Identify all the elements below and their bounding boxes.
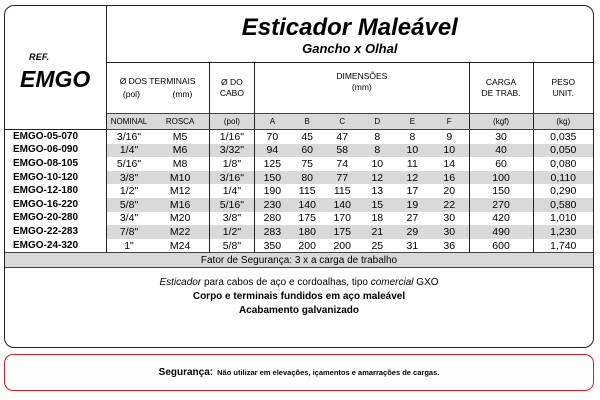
cell-cabo: 1/4": [209, 184, 254, 198]
description-text-a: para cabos de aço e cordoalhas, tipo: [203, 277, 368, 289]
cell-ref: EMGO-06-090: [5, 144, 106, 158]
cell-nominal: 3/4": [119, 212, 139, 225]
ref-header-cell: [5, 6, 106, 130]
cell-rosca: M5: [172, 130, 188, 143]
cell-f: 10: [430, 144, 469, 158]
page-title: Esticador Maleável: [241, 13, 458, 41]
header-cabo-line2: CABO: [219, 88, 244, 98]
description-line2: Corpo e terminais fundidos em aço maleável: [192, 291, 406, 303]
cell-rosca: M6: [151, 144, 209, 158]
cell-nominal: 1": [124, 239, 134, 252]
cell-a: 280: [255, 212, 290, 226]
cell-rosca: M8: [172, 157, 188, 170]
cell-ref: EMGO-10-120: [5, 171, 106, 185]
cell-a: 125: [255, 157, 290, 171]
cell-e: 10: [395, 144, 430, 158]
table-row: [5, 225, 593, 239]
header-terminals-label: Ø DOS TERMINAIS: [119, 76, 196, 86]
cell-carga: 100: [469, 171, 533, 185]
cell-rosca: M20: [169, 212, 191, 225]
table-row: [5, 239, 593, 253]
cell-cabo: 3/8": [209, 212, 254, 226]
safety-factor-row: [5, 253, 593, 268]
header-dimensions-unit: (mm): [351, 82, 372, 92]
cell-b: 45: [301, 130, 314, 143]
cell-a: 230: [255, 198, 290, 212]
cell-d: 18: [371, 212, 384, 225]
cell-c: 170: [333, 212, 351, 225]
cell-rosca: M22: [151, 225, 209, 239]
cell-carga: 420: [469, 212, 533, 226]
cell-ref: EMGO-08-105: [5, 157, 106, 171]
cell-ref: EMGO-16-220: [5, 198, 106, 212]
cell-cabo: 5/8": [209, 239, 254, 253]
cell-peso: 0,110: [533, 171, 593, 185]
safety-text: Não utilizar em elevações, içamentos e amarrações de cargas.: [217, 368, 440, 377]
cell-e: 8: [409, 130, 416, 143]
title-cell: [106, 6, 593, 63]
cell-c: 47: [336, 130, 349, 143]
cell-rosca: M24: [169, 239, 191, 252]
cell-cabo: 1/16": [209, 130, 254, 144]
unit-d: D: [360, 114, 395, 130]
safety-label: Segurança:: [158, 367, 214, 378]
cell-d: 8: [374, 130, 381, 143]
header-dimensions: [255, 63, 470, 114]
cell-d: 13: [371, 185, 384, 198]
unit-b: B: [290, 114, 325, 130]
cell-b: 75: [301, 157, 314, 170]
cell-nominal: 3/8": [106, 171, 151, 185]
cell-f: 14: [443, 157, 456, 170]
cell-ref: EMGO-12-180: [5, 184, 106, 198]
cell-d: 15: [360, 198, 395, 212]
cell-e: 29: [395, 225, 430, 239]
description-term: Esticador: [159, 277, 202, 289]
cell-a: 94: [255, 144, 290, 158]
cell-rosca: M16: [151, 198, 209, 212]
header-carga-line1: CARGA: [485, 77, 517, 87]
cell-carga: 150: [469, 184, 533, 198]
unit-rosca: ROSCA: [151, 114, 209, 130]
cell-c: 77: [325, 171, 360, 185]
cell-c: 58: [325, 144, 360, 158]
cell-carga: 270: [469, 198, 533, 212]
unit-c: C: [325, 114, 360, 130]
cell-carga: 60: [469, 157, 533, 171]
spec-card: [4, 5, 594, 348]
description-line1: [5, 276, 593, 290]
cell-e: 31: [406, 239, 419, 252]
cell-a: 350: [255, 239, 290, 253]
header-terminals-mm: (mm): [172, 89, 193, 99]
cell-d: 21: [360, 225, 395, 239]
cell-e: 17: [406, 185, 419, 198]
cell-c: 200: [333, 239, 351, 252]
cell-d: 8: [360, 144, 395, 158]
cell-f: 36: [443, 239, 456, 252]
cell-rosca: M10: [151, 171, 209, 185]
description-text-b: GXO: [416, 277, 439, 289]
data-rows: [5, 130, 593, 253]
cell-rosca: M12: [169, 185, 191, 198]
cell-cabo: 5/16": [209, 198, 254, 212]
header-peso-line1: PESO: [551, 77, 576, 87]
cell-a: 150: [255, 171, 290, 185]
cell-ref: EMGO-20-280: [5, 212, 106, 226]
table-row: [5, 171, 593, 185]
header-cabo: [209, 63, 254, 114]
description-line3: Acabamento galvanizado: [238, 305, 360, 317]
cell-b: 180: [290, 225, 325, 239]
header-peso: [533, 63, 593, 114]
cell-carga: 490: [469, 225, 533, 239]
table-row: [5, 198, 593, 212]
cell-e: 12: [395, 171, 430, 185]
header-terminals: [106, 63, 209, 114]
cell-b: 80: [290, 171, 325, 185]
table-row: [5, 144, 593, 158]
cell-nominal: 5/8": [106, 198, 151, 212]
ref-code: EMGO: [20, 66, 91, 92]
cell-carga: 30: [469, 130, 533, 144]
cell-peso: 0,580: [533, 198, 593, 212]
cell-peso: 0,050: [533, 144, 593, 158]
cell-nominal: 7/8": [106, 225, 151, 239]
cell-ref: EMGO-22-283: [5, 225, 106, 239]
cell-b: 60: [290, 144, 325, 158]
unit-peso: (kg): [533, 114, 593, 130]
cell-peso: 1,010: [533, 212, 593, 226]
description: [5, 268, 593, 318]
cell-d: 10: [371, 157, 384, 170]
cell-nominal: 1/4": [106, 144, 151, 158]
cell-nominal: 5/16": [116, 157, 142, 170]
cell-cabo: 1/2": [209, 225, 254, 239]
cell-a: 70: [255, 130, 290, 144]
cell-b: 140: [290, 198, 325, 212]
description-type: comercial: [370, 277, 414, 289]
cell-e: 11: [406, 157, 418, 170]
cell-a: 283: [255, 225, 290, 239]
header-peso-line2: UNIT.: [552, 88, 574, 98]
cell-e: 19: [395, 198, 430, 212]
cell-b: 115: [298, 185, 316, 198]
cell-cabo: 3/16": [209, 171, 254, 185]
table-row: [5, 130, 593, 144]
ref-label: REF.: [29, 52, 50, 62]
cell-d: 12: [360, 171, 395, 185]
unit-carga: (kgf): [469, 114, 533, 130]
cell-b: 175: [298, 212, 316, 225]
header-terminals-pol: (pol): [122, 89, 140, 99]
cell-b: 200: [298, 239, 316, 252]
cell-f: 9: [446, 130, 453, 143]
spec-table: [5, 6, 593, 268]
cell-e: 27: [406, 212, 419, 225]
cell-f: 16: [430, 171, 469, 185]
cell-c: 175: [325, 225, 360, 239]
unit-cabo: (pol): [209, 114, 254, 130]
header-cabo-line1: Ø DO: [221, 77, 243, 87]
safety-factor: Fator de Segurança: 3 x a carga de trabalho: [5, 253, 593, 268]
cell-peso: 0,035: [533, 130, 593, 144]
cell-carga: 600: [469, 239, 533, 253]
table-row: [5, 212, 593, 226]
cell-nominal: 1/2": [119, 185, 139, 198]
unit-e: E: [395, 114, 430, 130]
cell-f: 20: [443, 185, 456, 198]
cell-a: 190: [255, 184, 290, 198]
safety-notice: [4, 354, 594, 391]
unit-f: F: [430, 114, 469, 130]
cell-f: 30: [443, 212, 456, 225]
cell-cabo: 3/32": [209, 144, 254, 158]
cell-c: 140: [325, 198, 360, 212]
cell-c: 74: [336, 157, 349, 170]
cell-c: 115: [333, 185, 351, 198]
table-row: [5, 184, 593, 198]
cell-ref: EMGO-24-320: [5, 239, 106, 253]
header-carga: [469, 63, 533, 114]
cell-peso: 0,290: [533, 184, 593, 198]
header-dimensions-label: DIMENSÕES: [336, 71, 388, 81]
cell-peso: 0,080: [533, 157, 593, 171]
page-subtitle: Gancho x Olhal: [302, 40, 398, 56]
cell-nominal: 3/16": [116, 130, 142, 143]
cell-peso: 1,740: [533, 239, 593, 253]
cell-ref: EMGO-05-070: [5, 130, 106, 144]
cell-carga: 40: [469, 144, 533, 158]
cell-d: 25: [371, 239, 384, 252]
unit-a: A: [255, 114, 290, 130]
cell-cabo: 1/8": [209, 157, 254, 171]
cell-f: 22: [430, 198, 469, 212]
cell-f: 30: [430, 225, 469, 239]
cell-peso: 1,230: [533, 225, 593, 239]
table-row: [5, 157, 593, 171]
header-carga-line2: DE TRAB.: [481, 88, 521, 98]
unit-nominal: NOMINAL: [106, 114, 151, 130]
